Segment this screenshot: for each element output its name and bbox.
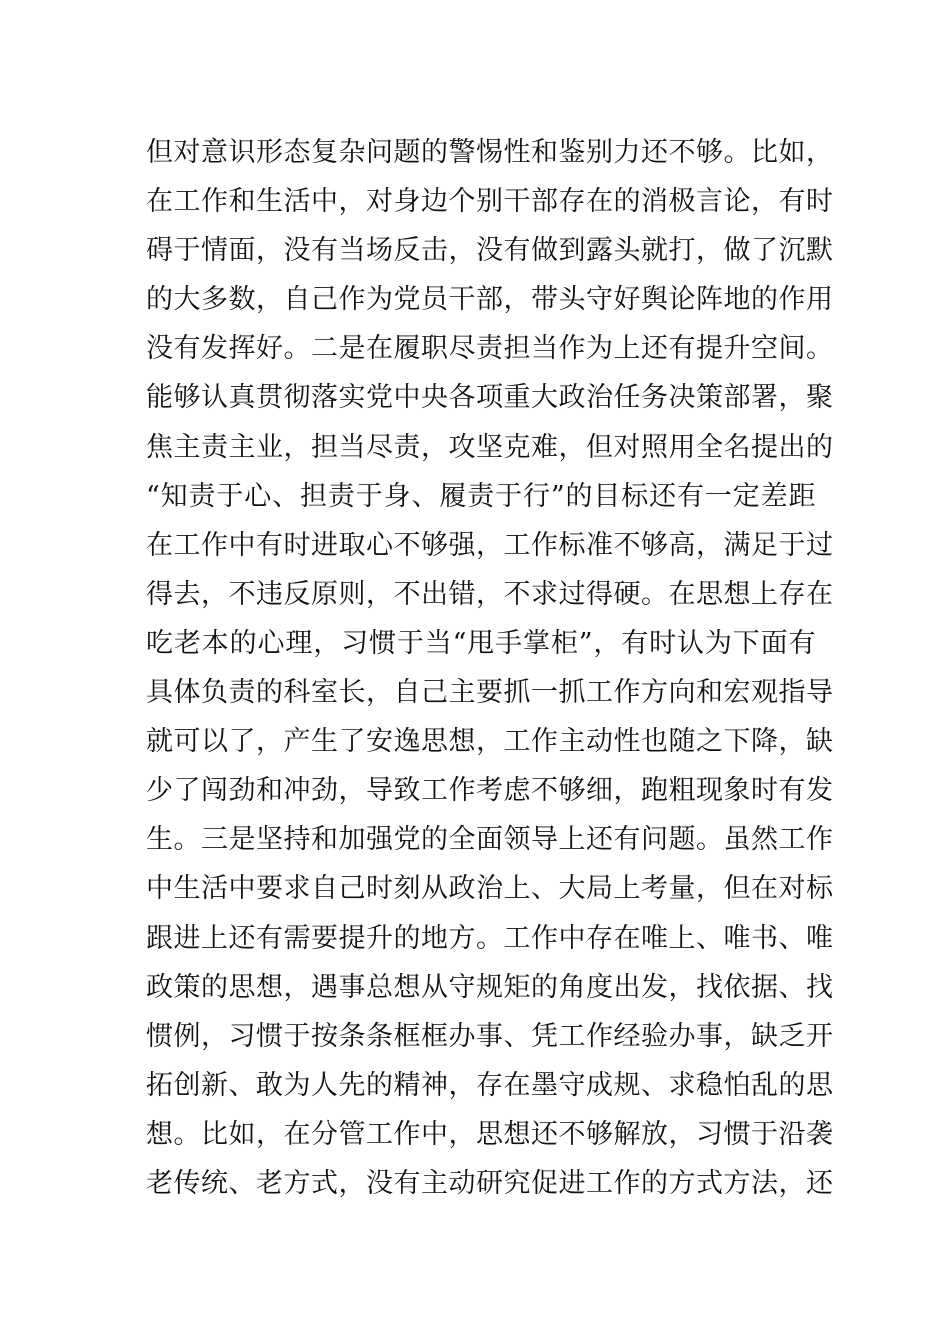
text-line: 少了闯劲和冲劲，导致工作考虑不够细，跑粗现象时有发 [146, 775, 834, 807]
text-line: 在工作和生活中，对身边个别干部存在的消极言论，有时 [146, 186, 834, 218]
body-text [146, 128, 834, 1208]
text-line: 没有发挥好。二是在履职尽责担当作为上还有提升空间。 [146, 333, 834, 365]
text-line: 惯例，习惯于按条条框框办事、凭工作经验办事，缺乏开 [146, 1020, 834, 1052]
text-line: 碍于情面，没有当场反击，没有做到露头就打，做了沉默 [146, 235, 834, 267]
text-line: 但对意识形态复杂问题的警惕性和鉴别力还不够。比如， [146, 137, 834, 168]
text-line: 拓创新、敢为人先的精神，存在墨守成规、求稳怕乱的思 [146, 1069, 834, 1101]
text-line: 的大多数，自己作为党员干部，带头守好舆论阵地的作用 [146, 284, 834, 316]
text-line: 中生活中要求自己时刻从政治上、大局上考量，但在对标 [146, 873, 834, 905]
text-line: 焦主责主业，担当尽责，攻坚克难，但对照用全名提出的 [146, 431, 834, 463]
text-line: 在工作中有时进取心不够强，工作标准不够高，满足于过 [146, 529, 834, 561]
text-line: “知责于心、担责于身、履责于行”的目标还有一定差距 [146, 480, 816, 512]
text-line: 得去，不违反原则，不出错，不求过得硬。在思想上存在 [146, 578, 834, 610]
text-line: 老传统、老方式，没有主动研究促进工作的方式方法，还 [146, 1167, 834, 1199]
text-line: 就可以了，产生了安逸思想，工作主动性也随之下降，缺 [146, 726, 834, 758]
text-line: 想。比如，在分管工作中，思想还不够解放，习惯于沿袭 [146, 1118, 834, 1150]
text-line: 政策的思想，遇事总想从守规矩的角度出发，找依据、找 [146, 971, 834, 1003]
text-line: 吃老本的心理，习惯于当“甩手掌柜”，有时认为下面有 [146, 627, 816, 659]
text-line: 具体负责的科室长，自己主要抓一抓工作方向和宏观指导 [146, 677, 834, 709]
text-line: 生。三是坚持和加强党的全面领导上还有问题。虽然工作 [146, 824, 834, 856]
text-line: 跟进上还有需要提升的地方。工作中存在唯上、唯书、唯 [146, 922, 834, 954]
text-line: 能够认真贯彻落实党中央各项重大政治任务决策部署，聚 [146, 382, 834, 414]
